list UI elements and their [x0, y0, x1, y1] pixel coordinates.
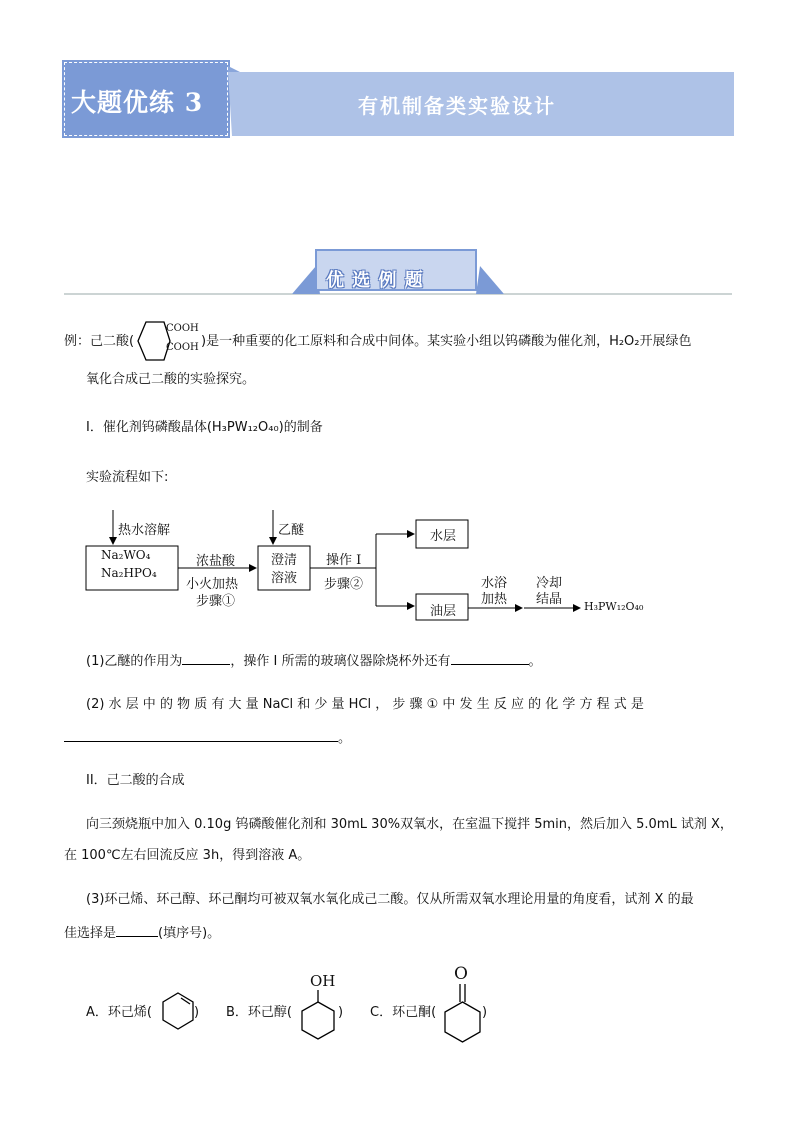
q1-line: [86, 650, 542, 672]
flow-arrow2-bottom: 步骤②: [324, 577, 364, 592]
flow-product: H₃PW₁₂O₄₀: [584, 600, 644, 613]
option-b-label: B．环己醇(: [226, 1005, 292, 1020]
q1-blank-1: [182, 650, 230, 665]
section-banner-title: 优 选 例 题: [326, 270, 424, 291]
q3-blank: [116, 922, 158, 937]
intro-prefix: 例：己二酸(: [64, 334, 135, 349]
q2-line2: [64, 727, 351, 749]
flow-arrow4-top: 冷却: [536, 576, 563, 591]
flow-arrow2-top: 操作 I: [326, 553, 362, 568]
intro-line2: 氧化合成己二酸的实验探究。: [86, 372, 256, 387]
flow-oil-layer: 油层: [430, 604, 457, 619]
q3-line1: (3)环己烯、环己醇、环己酮均可被双氧水氧化成己二酸。仅从所需双氧水理论用量的角度看，试剂 X 的最: [86, 892, 694, 907]
q3-part-b: (填序号)。: [158, 926, 221, 941]
flow-label-ether: 乙醚: [278, 523, 305, 538]
part2-heading: II．己二酸的合成: [86, 773, 185, 788]
cooh-bottom: COOH: [166, 342, 199, 353]
flow-box1-line2: Na₂HPO₄: [101, 566, 157, 580]
header-left-title: 大题优练 3: [71, 88, 204, 117]
option-a-close: ): [194, 1005, 200, 1020]
flow-label-hot-water: 热水溶解: [118, 523, 171, 538]
part1-heading: I．催化剂钨磷酸晶体(H₃PW₁₂O₄₀)的制备: [86, 420, 323, 435]
q1-part-b: ，操作 I 所需的玻璃仪器除烧杯外还有: [230, 654, 451, 669]
intro-suffix: )是一种重要的化工原料和合成中间体。某实验小组以钨磷酸为催化剂，H₂O₂开展绿色: [201, 334, 692, 349]
cyclohexene-structure: [158, 990, 198, 1032]
q3-part-a: 佳选择是: [64, 926, 117, 941]
option-a-label: A．环己烯(: [86, 1005, 152, 1020]
flow-arrow1-top: 浓盐酸: [196, 554, 236, 569]
q2-line2-end: 。: [338, 731, 352, 746]
part2-para-line1: 向三颈烧瓶中加入 0.10g 钨磷酸催化剂和 30mL 30%双氧水，在室温下搅拌 5min，然后加入 5.0mL 试剂 X，: [86, 817, 733, 832]
q1-part-a: (1)乙醚的作用为: [86, 654, 183, 669]
flow-arrow4-bottom: 结晶: [536, 592, 563, 607]
flow-intro: 实验流程如下:: [86, 470, 169, 485]
q1-blank-2: [451, 650, 529, 665]
cyclohexanol-structure: [294, 990, 340, 1052]
flow-box2-line1: 澄清: [271, 553, 298, 568]
option-b-oh: OH: [310, 972, 336, 990]
part2-para-line2: 在 100℃左右回流反应 3h，得到溶液 A。: [64, 848, 311, 863]
flow-arrow3-bottom: 加热: [481, 592, 508, 607]
cooh-top: COOH: [166, 323, 199, 334]
flow-box2-line2: 溶液: [271, 571, 298, 586]
header-right-title: 有机制备类实验设计: [358, 94, 556, 118]
flow-box1-line1: Na₂WO₄: [101, 548, 151, 562]
q1-part-c: 。: [528, 654, 542, 669]
header-title-box: [64, 62, 228, 136]
q3-line2: [64, 922, 220, 944]
option-c-o: O: [454, 964, 468, 984]
flow-water-layer: 水层: [430, 529, 457, 544]
q2-blank: [64, 727, 338, 742]
q2-line1: (2) 水 层 中 的 物 质 有 大 量 NaCl 和 少 量 HCl ， 步 骤 ① 中 发 生 反 应 的 化 学 方 程 式 是: [86, 697, 644, 712]
option-c-close: ): [482, 1005, 488, 1020]
cyclohexanone-structure: [438, 984, 488, 1054]
flow-arrow1-mid: 小火加热: [186, 577, 239, 592]
option-b-close: ): [338, 1005, 344, 1020]
flow-arrow1-bottom: 步骤①: [196, 594, 236, 609]
flow-arrow3-top: 水浴: [481, 576, 508, 591]
option-c-label: C．环己酮(: [370, 1005, 437, 1020]
